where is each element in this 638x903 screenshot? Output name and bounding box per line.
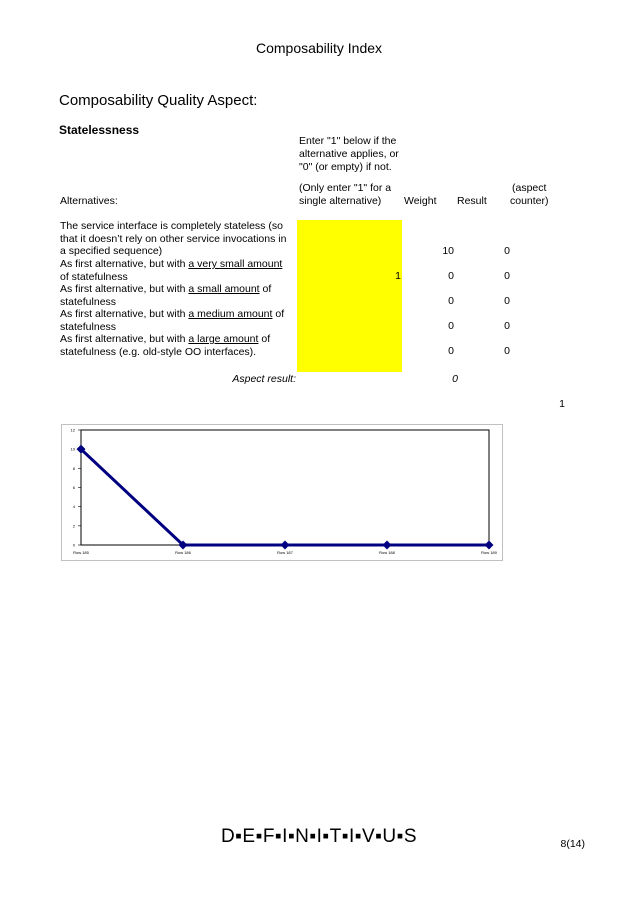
alternative-text-line: of statefulness — [60, 270, 128, 283]
company-logo: D▪E▪F▪I▪N▪I▪T▪I▪V▪U▪S — [220, 826, 418, 847]
x-tick-label: Row 185 — [73, 550, 89, 555]
result-value: 0 — [504, 295, 510, 307]
instruction-line: single alternative) — [299, 195, 382, 207]
section-heading: Composability Quality Aspect: — [59, 92, 258, 109]
result-value: 0 — [504, 270, 510, 282]
alternative-text: As first alternative, but with — [60, 333, 189, 345]
alternatives-header: Alternatives: — [60, 195, 118, 207]
result-header: Result — [457, 195, 487, 207]
result-line-chart — [61, 424, 503, 561]
weight-value: 0 — [448, 320, 454, 332]
y-tick-label: 6 — [72, 485, 75, 490]
y-tick-label: 12 — [70, 427, 75, 433]
alternative-text-line: statefulness — [60, 320, 117, 333]
y-tick-label: 10 — [70, 446, 75, 452]
aspect-result-label: Aspect result: — [232, 373, 296, 385]
aspect-counter: 1 — [559, 398, 565, 410]
alternative-large — [60, 333, 295, 358]
result-value: 0 — [504, 345, 510, 357]
page-number: 8(14) — [560, 838, 585, 850]
weight-value: 0 — [448, 295, 454, 307]
alternative-text: of — [259, 283, 272, 295]
alternative-small — [60, 283, 295, 308]
weight-header: Weight — [404, 195, 437, 207]
y-tick-label: 8 — [72, 465, 75, 471]
alternative-text-line: statefulness — [60, 295, 117, 308]
weight-value: 0 — [448, 270, 454, 282]
instructions — [299, 135, 399, 174]
instruction-line: (Only enter "1" for a — [299, 182, 392, 194]
x-tick-label: Row 188 — [379, 550, 395, 555]
alternative-text: As first alternative, but with — [60, 308, 189, 320]
instruction-line: alternative applies, or — [299, 148, 399, 160]
alternative-stateless — [60, 220, 295, 258]
alternative-emphasis: a small amount — [188, 283, 260, 295]
input-cell[interactable]: 1 — [395, 270, 401, 282]
x-tick-label: Row 189 — [481, 550, 497, 555]
counter-header-line: counter) — [510, 195, 549, 207]
document-title: Composability Index — [255, 40, 383, 56]
aspect-result-value: 0 — [452, 373, 458, 385]
alternative-text: of — [272, 308, 285, 320]
alternative-text-line: The service interface is completely stateless (so — [60, 220, 283, 232]
result-value: 0 — [504, 320, 510, 332]
counter-header — [510, 182, 549, 208]
instruction-line: "0" (or empty) if not. — [299, 161, 392, 173]
alternative-text: As first alternative, but with — [60, 283, 189, 295]
alternative-text: As first alternative, but with — [60, 258, 189, 270]
counter-header-line: (aspect — [512, 182, 547, 194]
x-tick-label: Row 186 — [175, 550, 191, 555]
result-value: 0 — [504, 245, 510, 257]
alternative-very-small — [60, 258, 295, 283]
x-tick-label: Row 187 — [277, 550, 293, 555]
alternative-emphasis: a very small amount — [188, 258, 283, 270]
alternative-medium — [60, 308, 295, 333]
alternative-text-line: a specified sequence) — [60, 245, 163, 257]
y-tick-label: 0 — [72, 542, 75, 548]
aspect-subheading: Statelessness — [59, 123, 140, 137]
alternative-text-line: statefulness (e.g. old-style OO interfaces). — [60, 345, 257, 358]
weight-value: 10 — [442, 245, 454, 257]
instructions-note — [299, 182, 391, 208]
instruction-line: Enter "1" below if the — [299, 135, 397, 147]
alternative-text: of — [258, 333, 271, 345]
y-tick-label: 4 — [72, 504, 75, 510]
alternative-emphasis: a large amount — [188, 333, 259, 345]
input-cells[interactable] — [297, 220, 402, 372]
y-tick-label: 2 — [72, 523, 75, 529]
weight-value: 0 — [448, 345, 454, 357]
alternative-text-line: that it doesn’t rely on other service invocations in — [60, 232, 287, 245]
alternative-emphasis: a medium amount — [188, 308, 273, 320]
